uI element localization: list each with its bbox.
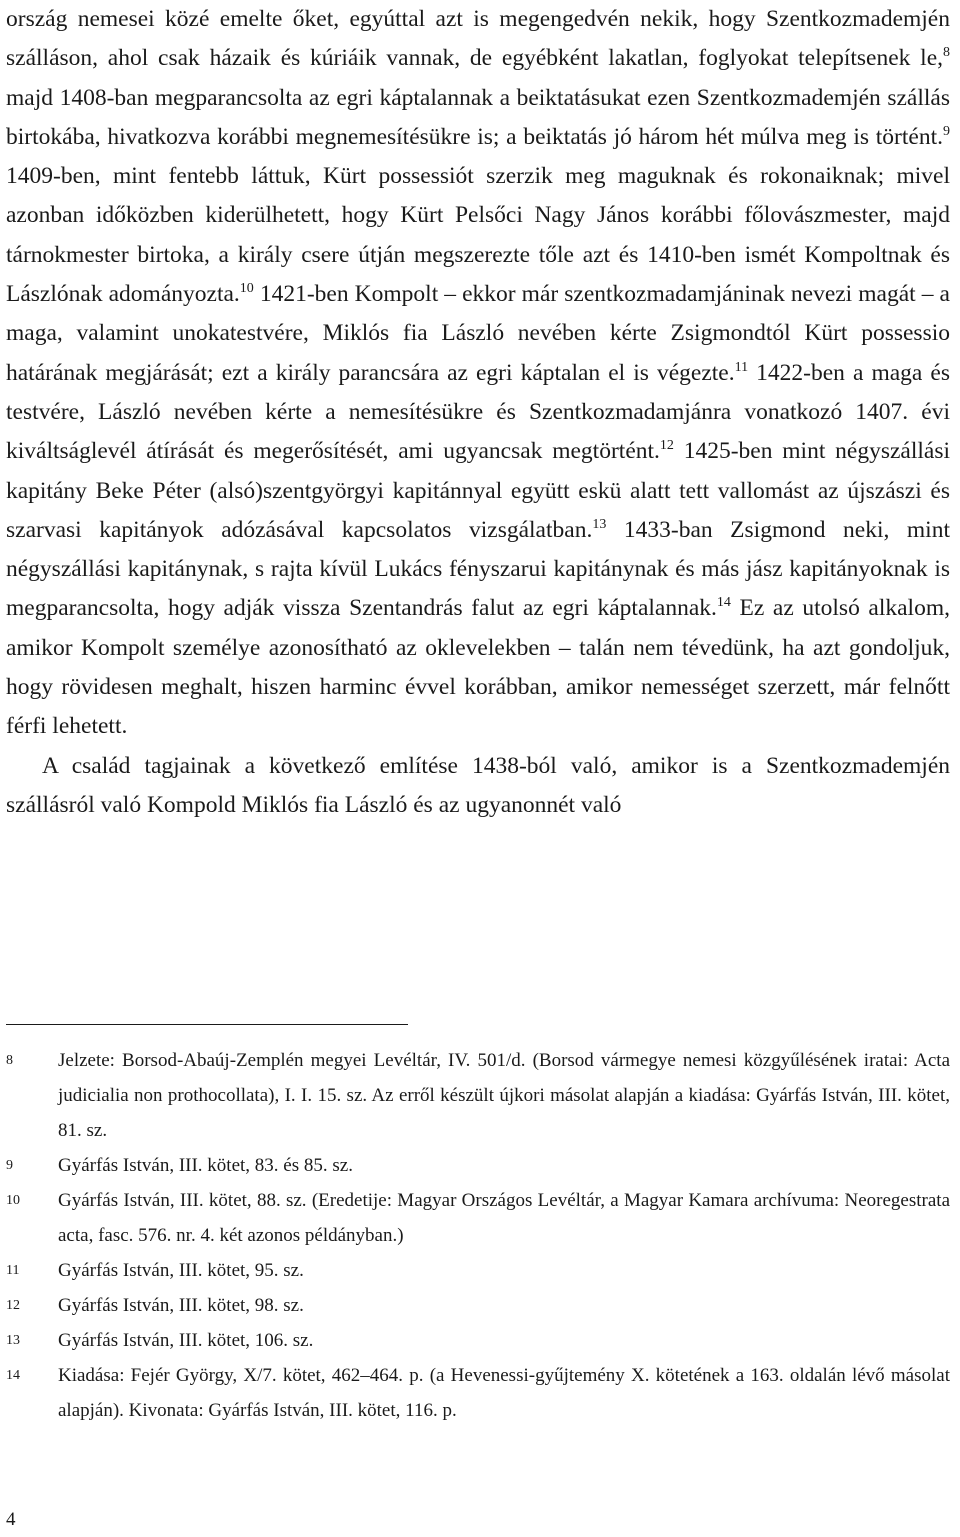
footnote-number: 11 [6, 1263, 20, 1278]
footnotes [6, 1043, 950, 1428]
footnote [6, 1253, 950, 1288]
paragraph-2 [6, 747, 950, 826]
footnote [6, 1288, 950, 1323]
text-run: 1425-ben mint négyszállási kapitány Beke Péter (alsó)szentgyörgyi kapitánnyal együtt eskü alatt tett vallomást az újszászi és szarvasi kapitányok adózásával kapcsolatos vizsgálatban. [6, 438, 950, 543]
footnote-text: Gyárfás István, III. kötet, 83. és 85. sz. [58, 1155, 353, 1176]
text-run: 1421-ben Kompolt – ekkor már szentkozmadamjáninak nevezi magát – a maga, valamint unokatestvére, Miklós fia László nevében kérte Zsigmondtól Kürt possessio határának megjárását; ezt a király parancsára az egri káptalan el is végezte. [6, 281, 950, 386]
text-run: A család tagjainak a következő említése 1438-ból való, amikor is a Szentkozmademjén szállásról való Kompold Miklós fia László és az ugyanonnét való [6, 752, 950, 818]
page-number: 4 [6, 1509, 16, 1530]
footnote [6, 1358, 950, 1428]
footnote-text: Kiadása: Fejér György, X/7. kötet, 462–464. p. (a Hevenessi-gyűjtemény X. kötetének a 163. oldalán lévő másolat alapján). Kivonata: Gyárfás István, III. kötet, 116. p. [58, 1365, 950, 1421]
footnote-number: 13 [6, 1333, 20, 1348]
footnote-number: 9 [6, 1158, 13, 1173]
footnote-reference[interactable]: 8 [943, 45, 950, 61]
footnote-number: 12 [6, 1298, 20, 1313]
footnote-reference[interactable]: 11 [734, 359, 749, 375]
text-run: Ez az utolsó alkalom, amikor Kompolt személye azonosítható az oklevelekben – talán nem tévedünk, ha azt gondoljuk, hogy rövidesen meghalt, hiszen harminc évvel korábban, amikor nemességet szerzett, már felnőtt férfi lehetett. [6, 595, 950, 740]
footnote-reference[interactable]: 14 [716, 595, 731, 611]
footnote [6, 1183, 950, 1253]
text-run: 1433-ban Zsigmond neki, mint négyszállási kapitánynak, s rajta kívül Lukács fényszarui kapitánynak és más jász kapitányoknak is megparancsolta, hogy adják vissza Szentandrás falut az egri káptalannak. [6, 516, 950, 622]
text-run: ország nemesei közé emelte őket, egyúttal azt is megengedvén nekik, hogy Szentkozmademjén szálláson, ahol csak házaik és kúriáik vannak, de egyébként lakatlan, foglyokat telepítsenek le, [6, 6, 950, 72]
footnote-number: 8 [6, 1053, 13, 1068]
footnote-text: Gyárfás István, III. kötet, 98. sz. [58, 1295, 304, 1316]
text-run: majd 1408-ban megparancsolta az egri káptalannak a beiktatásukat ezen Szentkozmademjén szállás birtokába, hivatkozva korábbi megnemesítésükre is; a beiktatás jó három hét múlva meg is történt. [6, 84, 950, 150]
footnote-reference[interactable]: 12 [659, 438, 674, 454]
footnote-reference[interactable]: 10 [239, 281, 254, 297]
footnote [6, 1148, 950, 1183]
footnote-reference[interactable]: 9 [943, 123, 950, 139]
footnote-text: Jelzete: Borsod-Abaúj-Zemplén megyei Levéltár, IV. 501/d. (Borsod vármegye nemesi közgyűlésének iratai: Acta judicialia non prothocollata), I. I. 15. sz. Az erről készült újkori másolat alapján a kiadása: Gyárfás István, III. kötet, 81. sz. [58, 1050, 950, 1141]
footnote-text: Gyárfás István, III. kötet, 95. sz. [58, 1260, 304, 1281]
footnote-number: 10 [6, 1193, 20, 1208]
footnote-text: Gyárfás István, III. kötet, 88. sz. (Eredetije: Magyar Országos Levéltár, a Magyar Kamara archívuma: Neoregestrata acta, fasc. 576. nr. 4. két azonos példányban.) [58, 1190, 950, 1246]
paragraph-1 [6, 0, 950, 747]
text-run: 1422-ben a maga és testvére, László nevében kérte a nemesítésükre és Szentkozmadamjánra vonatkozó 1407. évi kiváltságlevél átírását és megerősítését, ami ugyancsak megtörtént. [6, 359, 950, 465]
footnote-text: Gyárfás István, III. kötet, 106. sz. [58, 1330, 314, 1351]
footnote [6, 1043, 950, 1148]
text-run: 1409-ben, mint fentebb láttuk, Kürt possessiót szerzik meg maguknak és rokonaiknak; mivel azonban időközben kiderülhetett, hogy Kürt Pelsőci Nagy János korábbi főlovászmester, majd tárnokmester birtoka, a király csere útján megszerezte tőle azt és 1410-ben ismét Kompoltnak és Lászlónak adományozta. [6, 163, 950, 308]
body-text [6, 0, 950, 825]
footnote [6, 1323, 950, 1358]
footnote-number: 14 [6, 1368, 20, 1383]
footnote-separator [6, 1024, 408, 1025]
footnote-reference[interactable]: 13 [592, 516, 607, 532]
